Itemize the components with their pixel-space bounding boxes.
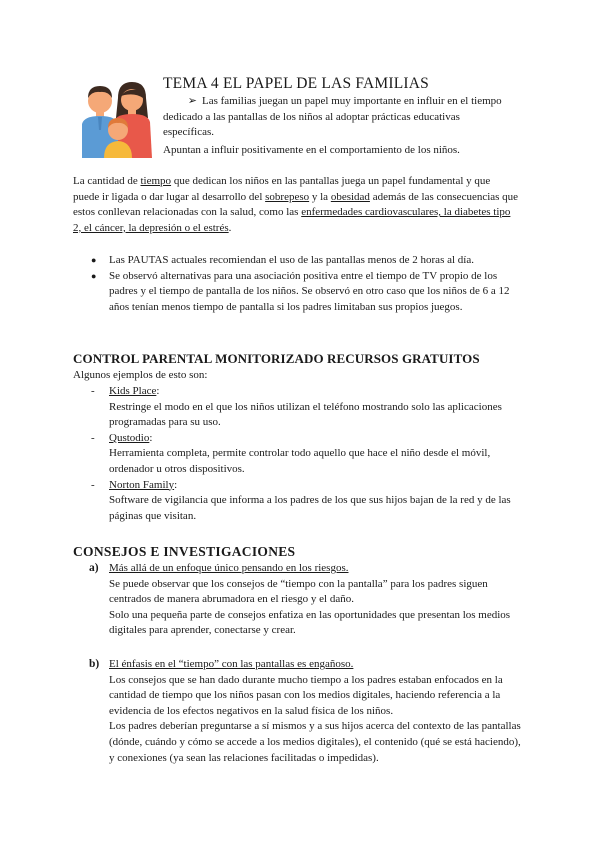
list-item: - Norton Family: Software de vigilancia que informa a los padres de los que sus hijos bajan de la red y de las páginas que visitan. xyxy=(73,478,523,525)
consejo-a-title: Más allá de un enfoque único pensando en los riesgos. xyxy=(109,562,349,574)
kids-place-link[interactable]: Kids Place xyxy=(109,385,157,397)
list-item: - Qustodio: Herramienta completa, permite controlar todo aquello que hace el niño desde el móvil, ordenador u otros dispositivos. xyxy=(73,431,523,478)
section-heading-consejos: CONSEJOS E INVESTIGACIONES xyxy=(73,544,296,559)
page-title: TEMA 4 EL PAPEL DE LAS FAMILIAS xyxy=(163,75,429,92)
kids-place-desc: Restringe el modo en el que los niños utilizan el teléfono mostrando solo las aplicaciones programadas para su uso. xyxy=(109,400,502,429)
list-item: ● Se observó alternativas para una asociación positiva entre el tiempo de TV propio de los padres y el tiempo de pantalla de los niños. Se observó en otro caso que los niños de 6 a 12 años tenían menos tiempo de pantalla si los padres limitaban sus propios juegos. xyxy=(91,269,521,316)
list-item: - Kids Place: Restringe el modo en el que los niños utilizan el teléfono mostrando solo las aplicaciones programadas para su uso. xyxy=(73,384,523,431)
qustodio-link[interactable]: Qustodio xyxy=(109,431,150,444)
consejo-a-p1: Se puede observar que los consejos de “tiempo con la pantalla” para los padres siguen centrados de manera abrumadora en el riesgo y el daño. xyxy=(109,577,488,606)
consejo-b-p1: Los consejos que se han dado durante mucho tiempo a los padres estaban enfocados en la cantidad de tiempo que los niños pasan con los medios digitales, haciendo referencia a la evidencia de los efectos negativos en la salud física de los niños. xyxy=(109,673,503,717)
list-item: ● Las PAUTAS actuales recomiendan el uso de las pantallas menos de 2 horas al día. xyxy=(91,253,521,269)
family-icon xyxy=(78,78,160,160)
header-intro xyxy=(163,94,503,141)
header-intro-2: Apuntan a influir positivamente en el comportamiento de los niños. xyxy=(163,144,460,156)
norton-family-link[interactable]: Norton Family xyxy=(109,478,175,491)
control-lead: Algunos ejemplos de esto son: xyxy=(73,369,208,381)
guidelines-list xyxy=(91,253,521,315)
consejo-b-title: El énfasis en el “tiempo” con las pantallas es engañoso. xyxy=(109,658,354,670)
marker-a: a) xyxy=(89,562,99,574)
section-heading-control: CONTROL PARENTAL MONITORIZADO RECURSOS GRATUITOS xyxy=(73,351,480,366)
arrow-bullet-icon: ➢ xyxy=(187,95,197,107)
consejo-a xyxy=(73,561,525,639)
marker-b: b) xyxy=(89,658,100,670)
consejo-a-p2: Solo una pequeña parte de consejos enfatiza en las oportunidades que presentan los medios digitales para aprender, conectarse y crear. xyxy=(109,608,511,637)
consejo-b xyxy=(73,657,525,766)
norton-family-desc: Software de vigilancia que informa a los padres de los que sus hijos bajan de la red y de las páginas que visitan. xyxy=(109,494,511,522)
header-intro-text: Las familias juegan un papel muy importante en influir en el tiempo dedicado a las pantallas de los niños al adoptar prácticas educativas específicas. xyxy=(163,95,502,139)
qustodio-desc: Herramienta completa, permite controlar todo aquello que hace el niño desde el móvil, ordenador u otros dispositivos. xyxy=(109,447,491,475)
consejo-b-p2: Los padres deberían preguntarse a sí mismos y a sus hijos acerca del contexto de las pantallas (dónde, cuándo y cómo se accede a los medios digitales), el contenido (qué se está haciendo), y conexiones (ya sean las relaciones facilitadas o impedidas). xyxy=(109,720,521,764)
control-list xyxy=(73,384,523,524)
intro-paragraph: La cantidad de tiempo que dedican los niños en las pantallas juega un papel fundamental y que puede ir ligada o dar lugar al desarrollo del sobrepeso y la obesidad además de las consecuencias que estos conllevan relacionadas con la salud, como las enfermedades cardiovasculares, la diabetes tipo 2, el cáncer, la depresión o el estrés. xyxy=(73,175,519,234)
